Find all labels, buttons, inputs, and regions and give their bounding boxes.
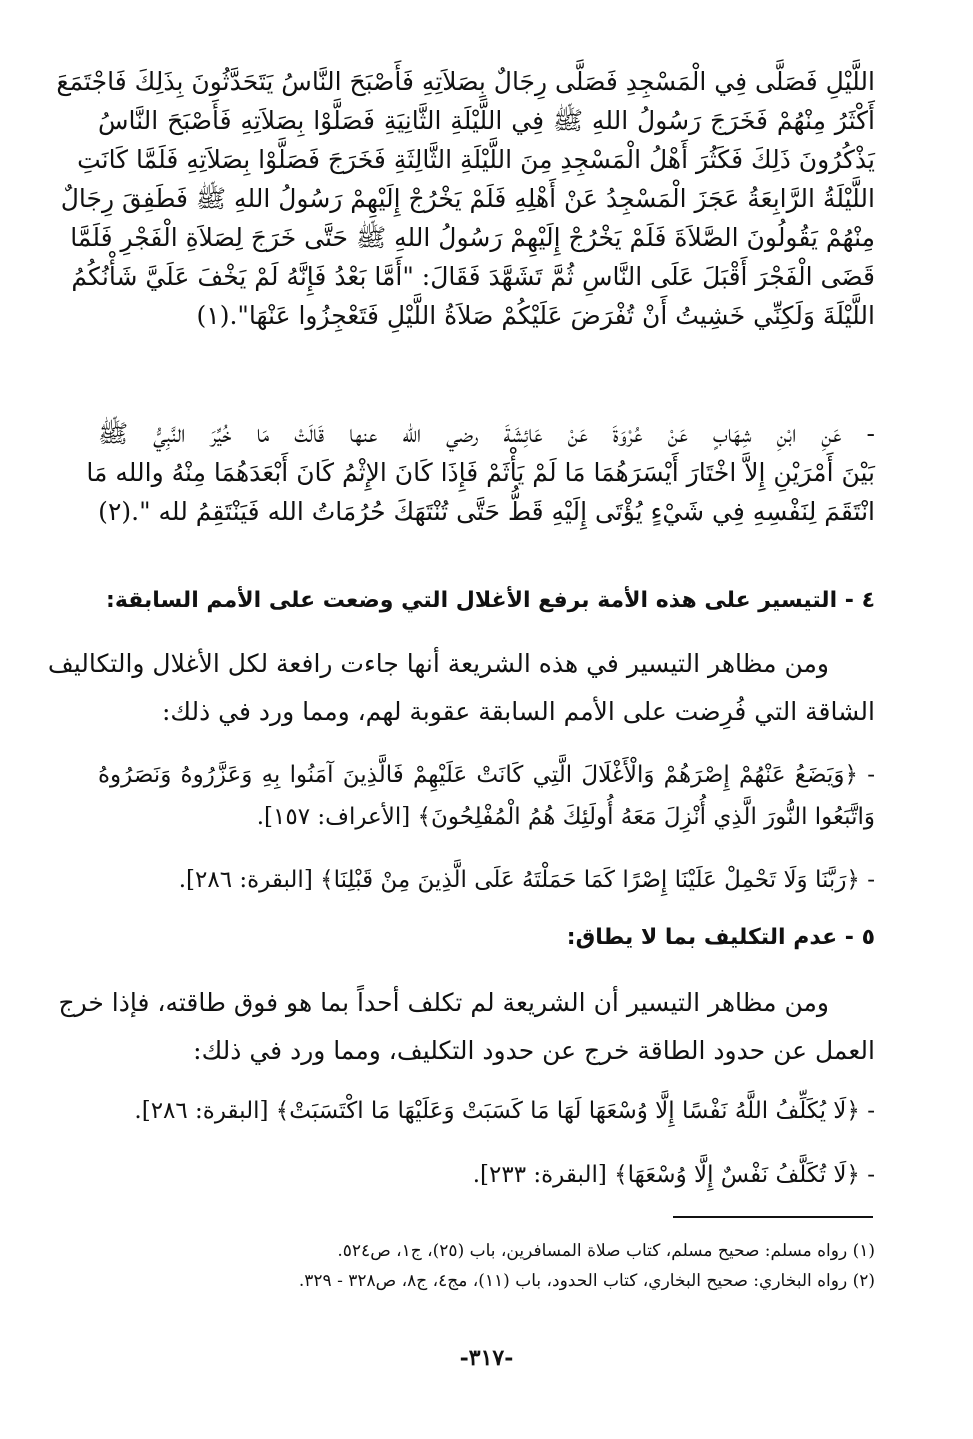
hadith-line: قَضَى الْفَجْرَ أَقْبَلَ عَلَى النَّاسِ ثُمَّ تَشَهَّدَ فَقَالَ: "أَمَّا بَعْدُ فَإِنَّهُ لَمْ يَخْفَ عَلَيَّ شَأْنُكُمُ — [71, 262, 875, 291]
hadith-line: انْتَقَمَ لِنَفْسِهِ فِي شَيْءٍ يُؤْتَى إِلَيْهِ قَطُّ حَتَّى تُنْتَهَكَ حُرُمَاتُ الله فَيَنْتَقِمُ لله ".(٢) — [98, 497, 875, 526]
paragraph-line: ومن مظاهر التيسير أن الشريعة لم تكلف أحداً بما هو فوق طاقته، فإذا خرج — [58, 988, 829, 1017]
footnote-divider — [673, 1216, 873, 1218]
footnote: (٢) رواه البخاري: صحيح البخاري، كتاب الحدود، باب (١١)، مج٤، ج٨، ص٣٢٨ - ٣٢٩. — [298, 1271, 875, 1291]
quran-verse-baqara-233: - ﴿لَا تُكَلَّفُ نَفْسٌ إِلَّا وُسْعَهَا﴾ [البقرة: ٢٣٣]. — [472, 1162, 875, 1188]
paragraph-line: ومن مظاهر التيسير في هذه الشريعة أنها جاءت رافعة لكل الأغلال والتكاليف — [47, 649, 829, 678]
verse-line: - ﴿وَيَضَعُ عَنْهُمْ إِصْرَهُمْ وَالْأَغْلَالَ الَّتِي كَانَتْ عَلَيْهِمْ فَالَّذِينَ آمَنُوا بِهِ وَعَزَّرُوهُ وَنَصَرُوهُ — [98, 762, 875, 788]
hadith-line: اللَّيْلِ فَصَلَّى فِي الْمَسْجِدِ فَصَلَّى رِجَالٌ بِصَلاَتِهِ فَأَصْبَحَ النَّاسُ يَتَحَدَّثُونَ بِذَلِكَ فَاجْتَمَعَ — [56, 67, 875, 96]
quran-verse-araf-157 — [98, 758, 875, 842]
hadith-line: مِنْهُمْ يَقُولُونَ الصَّلاَةَ فَلَمْ يَخْرُجْ إِلَيْهِمْ رَسُولُ اللهِ ﷺ حَتَّى خَرَجَ لِصَلاَةِ الْفَجْرِ فَلَمَّا — [70, 223, 875, 252]
quran-verse-baqara-286-b: - ﴿لَا يُكَلِّفُ اللَّهُ نَفْسًا إِلَّا وُسْعَهَا لَهَا مَا كَسَبَتْ وَعَلَيْهَا مَا اكْتَسَبَتْ﴾ [البقرة: ٢٨٦]. — [134, 1098, 875, 1124]
hadith-aisha — [86, 414, 875, 531]
section-5-paragraph — [58, 983, 875, 1079]
footnotes — [98, 1237, 875, 1297]
page-number: -٣١٧- — [459, 1345, 514, 1371]
hadith-line: بَيْنَ أَمْرَيْنِ إِلاَّ اخْتَارَ أَيْسَرَهُمَا مَا لَمْ يَأْثَمْ فَإِذَا كَانَ الإِثْمُ كَانَ أَبْعَدَهُمَا مِنْهُ والله مَا — [86, 458, 875, 487]
section-4-paragraph — [47, 644, 875, 740]
paragraph-line: العمل عن حدود الطاقة خرج عن حدود التكليف، ومما ورد في ذلك: — [193, 1036, 875, 1065]
verse-line: وَاتَّبَعُوا النُّورَ الَّذِي أُنْزِلَ مَعَهُ أُولَئِكَ هُمُ الْمُفْلِحُونَ﴾ [الأعراف: ١٥٧]. — [256, 804, 875, 830]
footnote: (١) رواه مسلم: صحيح مسلم، كتاب صلاة المسافرين، باب (٢٥)، ج١، ص٥٢٤. — [337, 1241, 875, 1261]
hadith-continuation — [56, 62, 875, 335]
hadith-line: - عَنِ ابْنِ شِهَابٍ عَنْ عُرْوَةَ عَنْ عَائِشَةَ رضي الله عنها قَالَتْ مَا خُيِّرَ النَّبِيُّ ﷺ — [98, 419, 875, 448]
quran-verse-baqara-286: - ﴿رَبَّنَا وَلَا تَحْمِلْ عَلَيْنَا إِصْرًا كَمَا حَمَلْتَهُ عَلَى الَّذِينَ مِنْ قَبْلِنَا﴾ [البقرة: ٢٨٦]. — [178, 867, 875, 893]
hadith-line: اللَّيْلَةَ وَلَكِنِّي خَشِيتُ أَنْ تُفْرَضَ عَلَيْكُمْ صَلاَةُ اللَّيْلِ فَتَعْجِزُوا عَنْهَا".(١) — [196, 301, 875, 330]
section-heading-5: ٥ - عدم التكليف بما لا يطاق: — [566, 925, 875, 950]
paragraph-line: الشاقة التي فُرِضت على الأمم السابقة عقوبة لهم، ومما ورد في ذلك: — [161, 697, 875, 726]
section-heading-4: ٤ - التيسير على هذه الأمة برفع الأغلال التي وضعت على الأمم السابقة: — [106, 588, 875, 613]
hadith-line: أَكْثَرُ مِنْهُمْ فَخَرَجَ رَسُولُ اللهِ ﷺ فِي اللَّيْلَةِ الثَّانِيَةِ فَصَلَّوْا بِصَلاَتِهِ فَأَصْبَحَ النَّاسُ — [98, 106, 875, 135]
hadith-line: اللَّيْلَةُ الرَّابِعَةُ عَجَزَ الْمَسْجِدُ عَنْ أَهْلِهِ فَلَمْ يَخْرُجْ إِلَيْهِمْ رَسُولُ اللهِ ﷺ فَطَفِقَ رِجَالٌ — [60, 184, 875, 213]
hadith-line: يَذْكُرُونَ ذَلِكَ فَكَثُرَ أَهْلُ الْمَسْجِدِ مِنَ اللَّيْلَةِ الثَّالِثَةِ فَخَرَجَ فَصَلَّوْا بِصَلاَتِهِ فَلَمَّا كَانَتِ — [77, 145, 875, 174]
